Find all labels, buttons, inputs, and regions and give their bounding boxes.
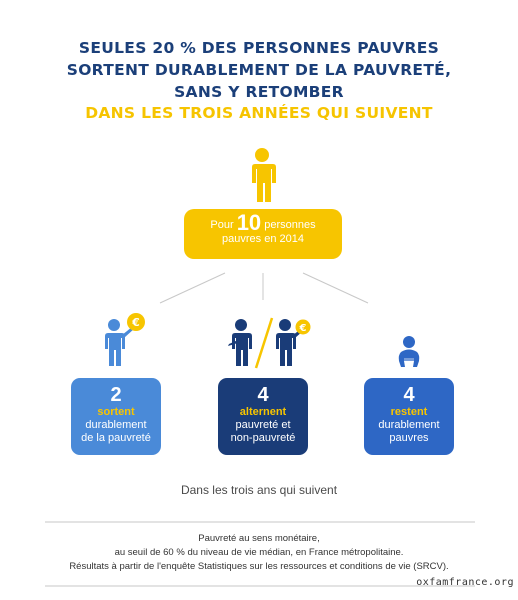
footnote-line-2: au seuil de 60 % du niveau de vie médian, en France métropolitaine.: [114, 547, 404, 558]
card-keyword: restent: [390, 406, 428, 418]
card-alternent: [218, 378, 308, 455]
headline-line-4: DANS LES TROIS ANNÉES QUI SUIVENT: [85, 104, 433, 122]
top-box-number: 10: [236, 210, 262, 235]
card-line-2: non-pauvreté: [230, 432, 296, 444]
card-line-2: pauvres: [389, 432, 429, 444]
euro-icon: €: [299, 323, 307, 334]
connector-lines: [160, 273, 368, 303]
euro-icon: €: [132, 316, 140, 329]
headline-line-2: SORTENT DURABLEMENT DE LA PAUVRETÉ,: [66, 61, 452, 79]
caption: Dans les trois ans qui suivent: [180, 483, 338, 497]
credit-text: oxfamfrance.org: [416, 577, 514, 588]
card-number: 4: [257, 384, 269, 406]
separator-bottom: [45, 585, 475, 587]
card-number: 2: [110, 384, 122, 406]
top-box-line-1: [184, 210, 342, 235]
top-summary-box: [184, 209, 342, 259]
card-number: 4: [403, 384, 415, 406]
person-sitting-icon: [399, 336, 420, 367]
card-line-1: durablement: [378, 419, 440, 431]
card-keyword: sortent: [97, 406, 135, 418]
persons-alternating-icon: [228, 318, 311, 368]
separator-top: [45, 521, 475, 523]
top-box-prefix: Pour: [210, 219, 234, 231]
footnote-line-1: Pauvreté au sens monétaire,: [198, 533, 320, 544]
headline-line-1: SEULES 20 % DES PERSONNES PAUVRES: [78, 39, 440, 57]
top-box-suffix: personnes: [264, 219, 316, 231]
person-with-euro-icon: [105, 313, 145, 366]
top-box-line-2: pauvres en 2014: [222, 233, 304, 245]
card-keyword: alternent: [239, 406, 287, 418]
person-standing-icon: [251, 148, 276, 202]
headline-line-3: SANS Y RETOMBER: [174, 83, 344, 101]
card-line-1: durablement: [85, 419, 147, 431]
card-line-1: pauvreté et: [235, 419, 291, 431]
footnote-line-3: Résultats à partir de l'enquête Statistiques sur les ressources et conditions de vie (SRCV).: [69, 561, 449, 572]
card-restent: [364, 378, 454, 455]
card-sortent: [71, 378, 161, 455]
card-line-2: de la pauvreté: [81, 432, 151, 444]
